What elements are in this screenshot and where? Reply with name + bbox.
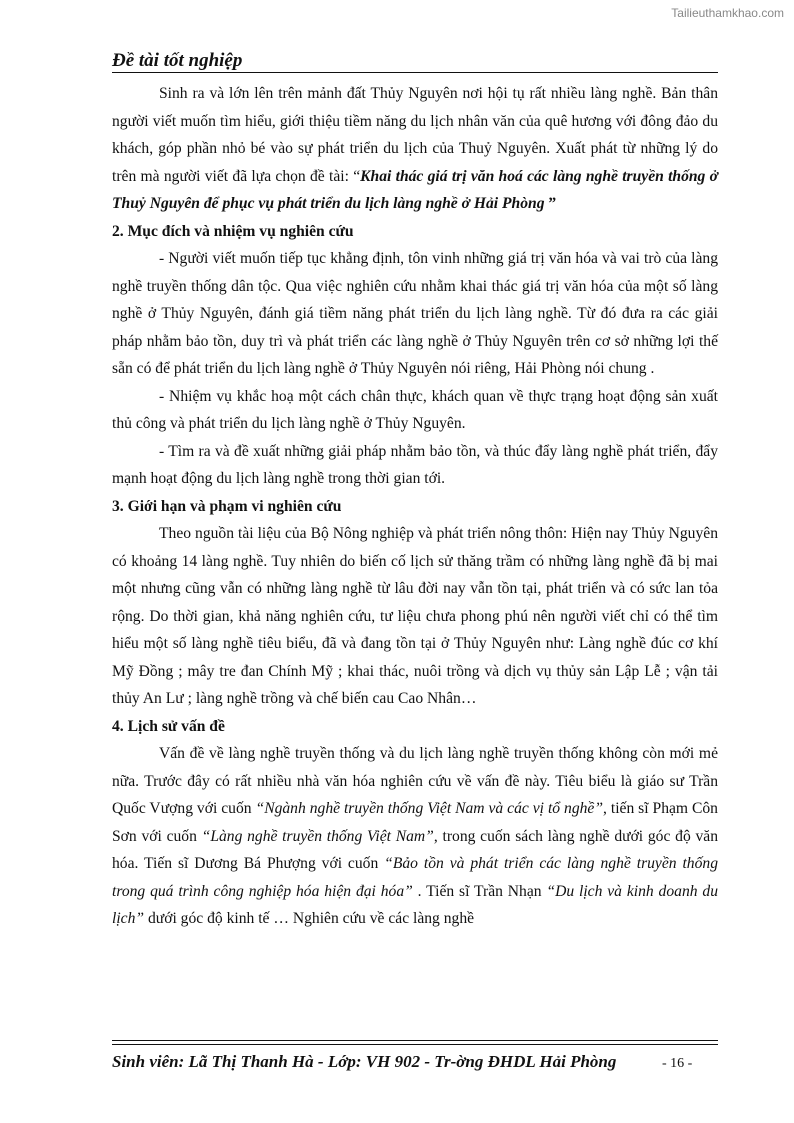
page-number: - 16 - [662, 1056, 693, 1071]
watermark: Tailieuthamkhao.com [671, 6, 784, 20]
paragraph-scope: Theo nguồn tài liệu của Bộ Nông nghiệp và phát triển nông thôn: Hiện nay Thủy Nguyên có khoảng 14 làng nghề. Tuy nhiên do biến cố lịch sử thăng trầm có những làng nghề đã bị mai một nhưng cũng vẫn có những làng nghề từ lâu đời nay vẫn tồn tại, phát triển và có sức lan tỏa rộng. Do thời gian, khả năng nghiên cứu, tư liệu chưa phong phú nên người viết chỉ có thể tìm hiểu một số làng nghề tiêu biểu, đã và đang tồn tại ở Thủy Nguyên như: Làng nghề đúc cơ khí Mỹ Đồng ; mây tre đan Chính Mỹ ; khai thác, nuôi trồng và dịch vụ thủy sản Lập Lễ ; vận tải thủy An Lư ; làng nghề trồng và chế biến cau Cao Nhân… [112, 525, 718, 707]
paragraph-history: Vấn đề về làng nghề truyền thống và du lịch làng nghề truyền thống không còn mới mẻ nữa. Trước đây có rất nhiều nhà văn hóa nghiên cứu về vấn đề này. Tiêu biểu là giáo sư Trần Quốc Vượng với cuốn “Ngành nghề truyền thống Việt Nam và các vị tổ nghề”, tiến sĩ Phạm Côn Sơn với cuốn “Làng nghề truyền thống Việt Nam”, trong cuốn sách làng nghề dưới góc độ văn hóa. Tiến sĩ Dương Bá Phượng với cuốn “Bảo tồn và phát triển các làng nghề truyền thống trong quá trình công nghiệp hóa hiện đại hóa” . Tiến sĩ Trần Nhạn “Du lịch và kinh doanh du lịch” dưới góc độ kinh tế … Nghiên cứu về các làng nghề [112, 745, 718, 927]
section-heading-3: 3. Giới hạn và phạm vi nghiên cứu [112, 497, 342, 515]
document-body [112, 80, 718, 933]
book-title: “Làng nghề truyền thống Việt Nam” [201, 827, 434, 845]
footer-rule [112, 1040, 718, 1041]
footer-rule [112, 1044, 718, 1045]
paragraph-intro: Sinh ra và lớn lên trên mảnh đất Thủy Nguyên nơi hội tụ rất nhiều làng nghề. Bản thân người viết muốn tìm hiểu, giới thiệu tiềm năng du lịch nhân văn của quê hương với đông đảo du khách, góp phần nhỏ bé vào sự phát triển du lịch của Thuỷ Nguyên. Xuất phát từ những lý do trên mà người viết đã lựa chọn đề tài: “Khai thác giá trị văn hoá các làng nghề truyền thống ở Thuỷ Nguyên để phục vụ phát triển du lịch làng nghề ở Hải Phòng ” [112, 85, 719, 212]
paragraph-purpose: - Người viết muốn tiếp tục khẳng định, tôn vinh những giá trị văn hóa và vai trò của làng nghề truyền thống dân tộc. Qua việc nghiên cứu nhằm khai thác giá trị văn hóa của một số làng nghề ở Thủy Nguyên, đánh giá tiềm năng phát triển du lịch làng nghề. Từ đó đưa ra các giải pháp nhằm bảo tồn, duy trì và phát triển các làng nghề ở Thủy Nguyên trên cơ sở những lợi thế sẵn có để phát triển du lịch làng nghề ở Thủy Nguyên nói riêng, Hải Phòng nói chung . [112, 250, 718, 377]
page-header-title: Đề tài tốt nghiệp [112, 50, 243, 71]
footer-student-info: Sinh viên: Lã Thị Thanh Hà - Lớp: VH 902 - Tr-ờng ĐHDL Hải Phòng [112, 1052, 617, 1071]
header-rule [112, 72, 718, 73]
book-title: “Du lịch và kinh doanh du lịch” [112, 882, 718, 927]
section-heading-2: 2. Mục đích và nhiệm vụ nghiên cứu [112, 222, 354, 240]
book-title: “Ngành nghề truyền thống Việt Nam và các vị tổ nghề” [255, 800, 604, 817]
section-heading-4: 4. Lịch sử vấn đề [112, 717, 225, 735]
paragraph-task: - Nhiệm vụ khắc hoạ một cách chân thực, khách quan về thực trạng hoạt động sản xuất thủ công và phát triển du lịch làng nghề ở Thủy Nguyên. [112, 387, 718, 432]
thesis-topic: Khai thác giá trị văn hoá các làng nghề truyền thống ở Thuỷ Nguyên để phục vụ phát triển du lịch làng nghề ở Hải Phòng [112, 167, 719, 212]
paragraph-solutions: - Tìm ra và đề xuất những giải pháp nhằm bảo tồn, và thúc đẩy làng nghề phát triển, đẩy mạnh hoạt động du lịch làng nghề trong thời gian tới. [112, 442, 718, 487]
book-title: “Bảo tồn và phát triển các làng nghề truyền thống trong quá trình công nghiệp hóa hiện đại hóa” [112, 855, 718, 900]
